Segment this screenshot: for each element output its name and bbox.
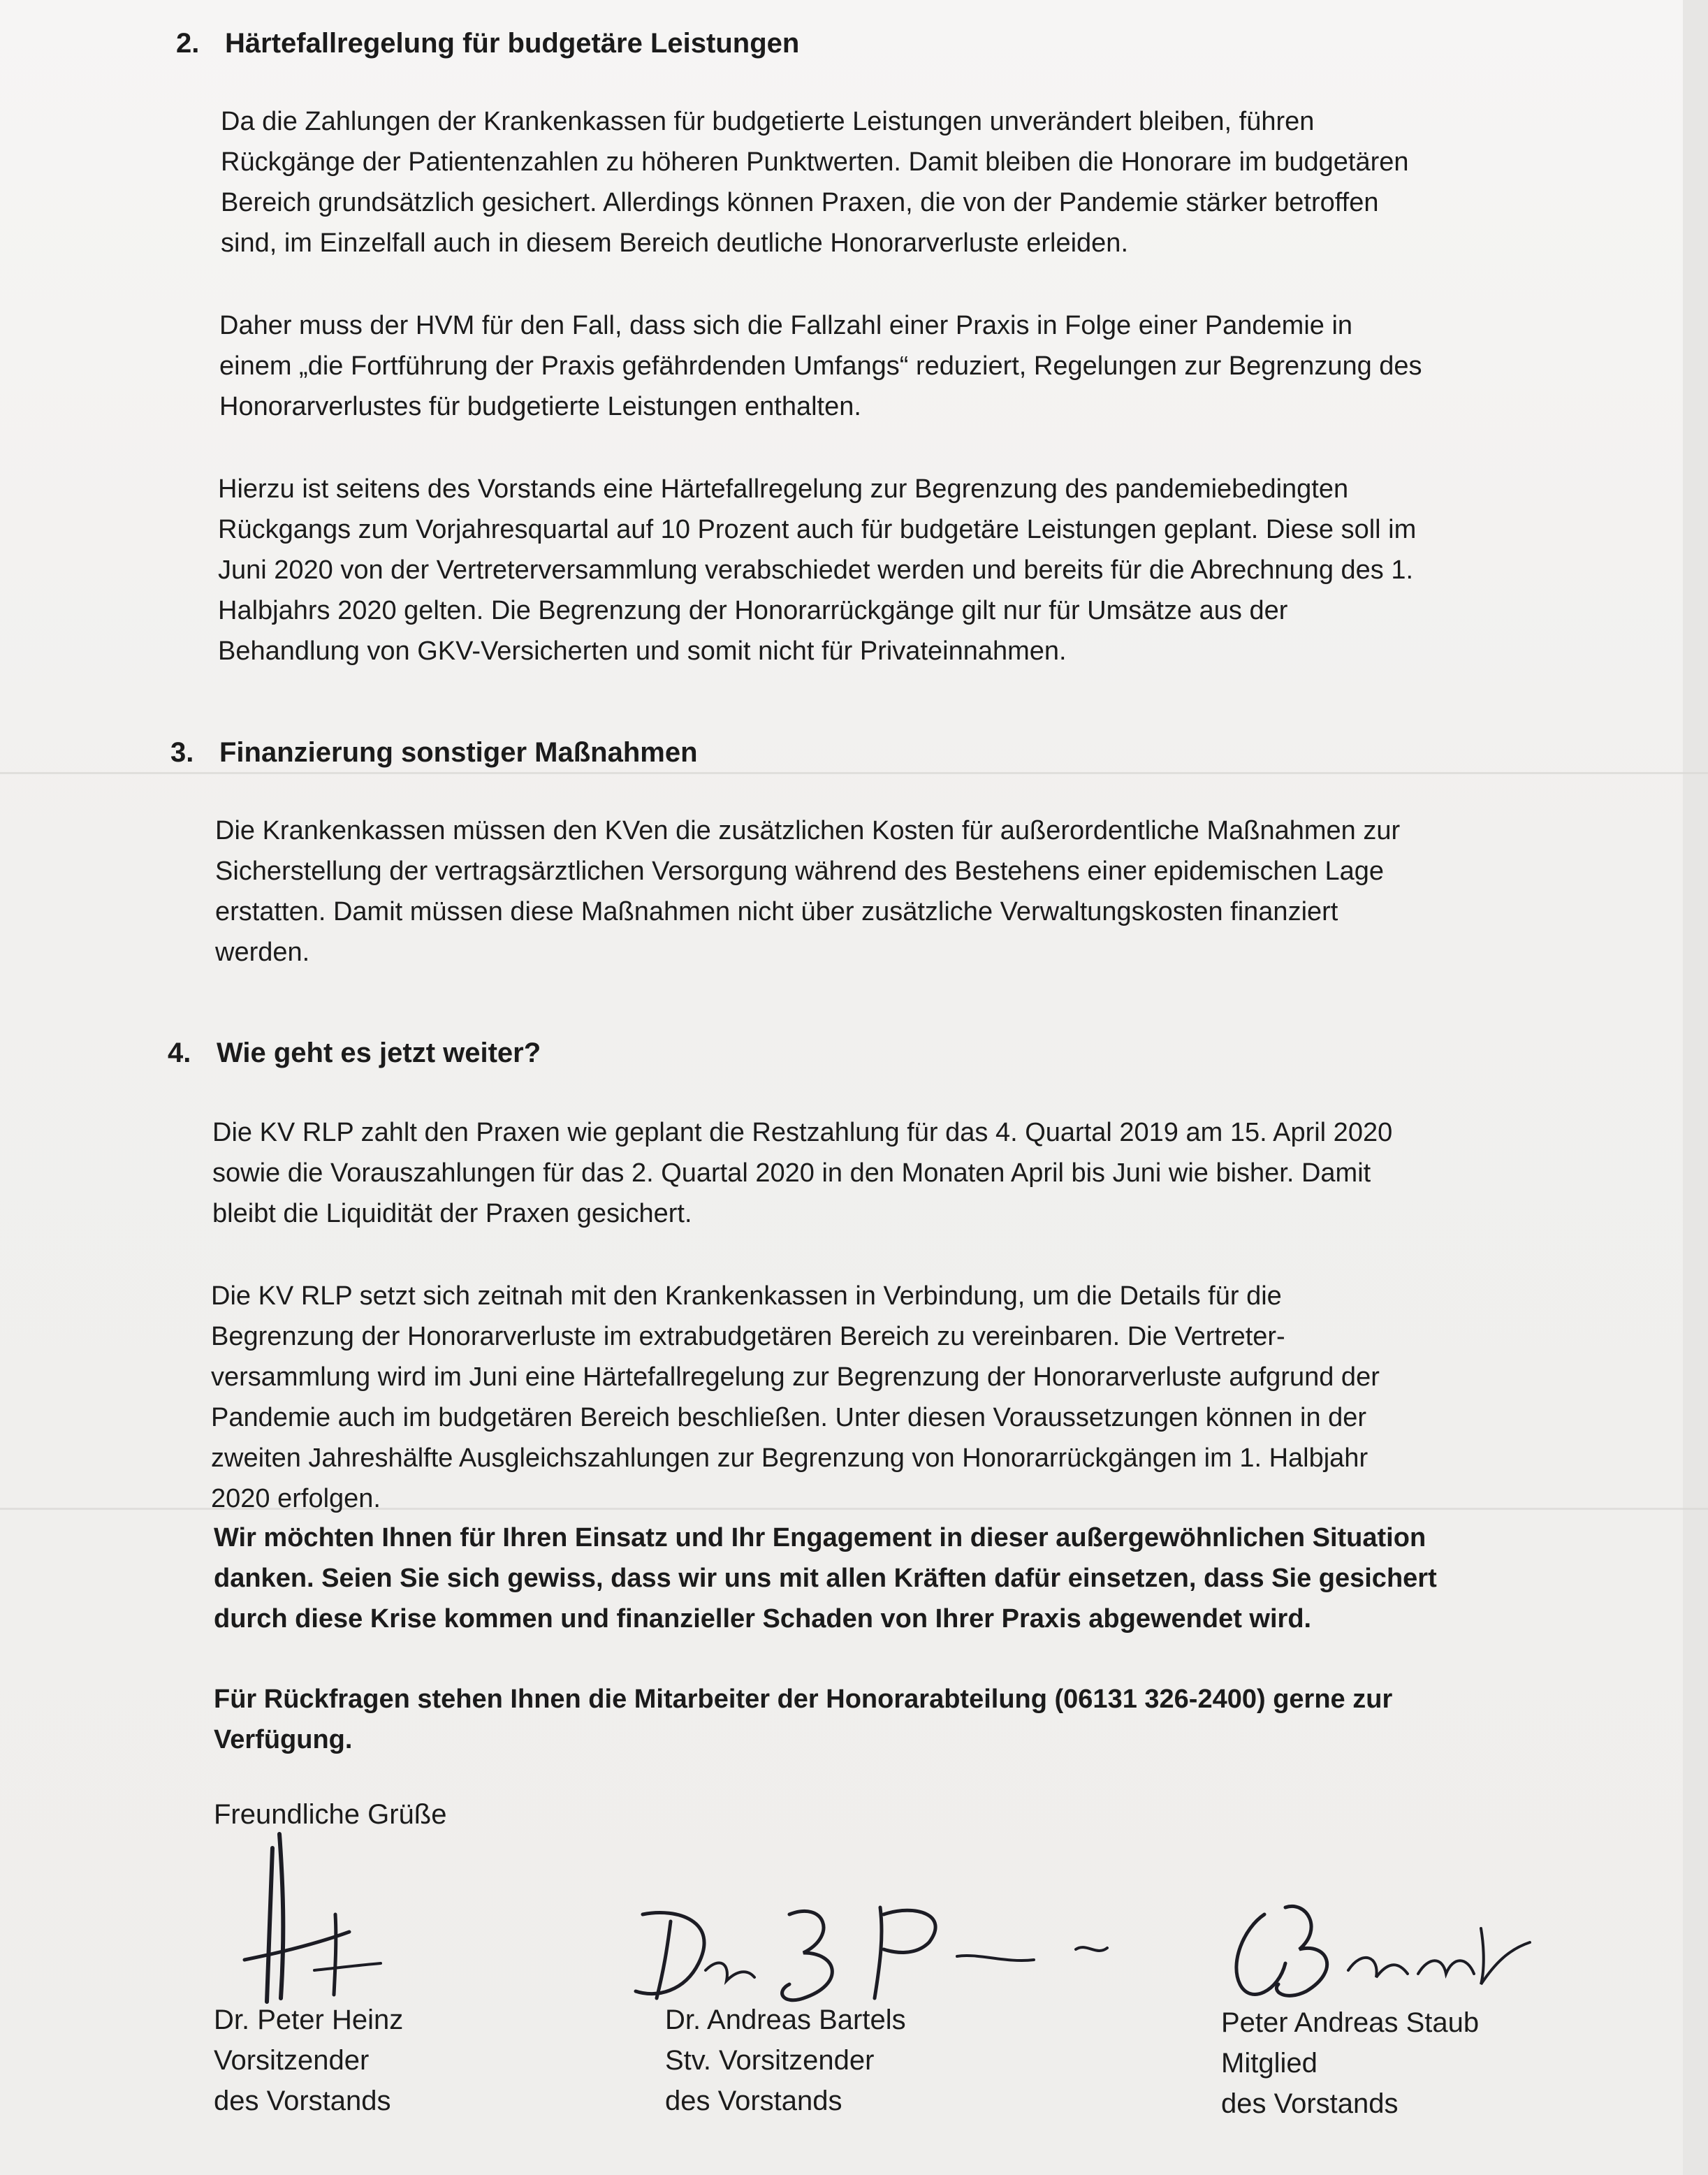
signature-image <box>1202 1886 1551 2019</box>
text-line: Halbjahrs 2020 gelten. Die Begrenzung der Honorarrückgänge gilt nur für Umsätze aus der <box>218 596 1288 625</box>
text-line: Da die Zahlungen der Krankenkassen für budgetierte Leistungen unverändert bleiben, führen <box>221 107 1315 136</box>
text-line: Daher muss der HVM für den Fall, dass sich die Fallzahl einer Praxis in Folge einer Pandemie in <box>219 311 1353 340</box>
paragraph <box>219 305 1422 427</box>
text-line: sowie die Vorauszahlungen für das 2. Quartal 2020 in den Monaten April bis Juni wie bisher. Damit <box>212 1158 1371 1188</box>
section-heading <box>176 28 799 59</box>
text-line: werden. <box>215 938 310 967</box>
paragraph <box>218 469 1416 671</box>
text-line: Rückgänge der Patientenzahlen zu höheren Punktwerten. Damit bleiben die Honorare im budgetären <box>221 147 1409 177</box>
paper-fold-line <box>0 772 1708 774</box>
thanks-paragraph <box>214 1518 1437 1639</box>
section-title: Finanzierung sonstiger Maßnahmen <box>219 737 698 768</box>
signatory-role: Stv. Vorsitzender <box>665 2045 875 2076</box>
signatory-name: Dr. Andreas Bartels <box>665 2005 906 2035</box>
signatory-role: Vorsitzender <box>214 2045 370 2076</box>
text-line: einem „die Fortführung der Praxis gefährdenden Umfangs“ reduziert, Regelungen zur Begrenzung des <box>219 351 1422 381</box>
text-line: Für Rückfragen stehen Ihnen die Mitarbeiter der Honorarabteilung (06131 326-2400) gerne zur <box>214 1685 1393 1714</box>
paragraph <box>212 1112 1392 1234</box>
section-heading <box>168 1038 541 1069</box>
text-line: sind, im Einzelfall auch in diesem Bereich deutliche Honorarverluste erleiden. <box>221 228 1128 258</box>
text-line: Honorarverlustes für budgetierte Leistungen enthalten. <box>219 392 861 421</box>
text-line: zweiten Jahreshälfte Ausgleichszahlungen zur Begrenzung von Honorarrückgängen im 1. Halbjahr <box>211 1443 1368 1473</box>
signatory-name: Peter Andreas Staub <box>1221 2007 1480 2038</box>
contact-paragraph <box>214 1679 1392 1760</box>
signature-image <box>615 1886 1118 2012</box>
section-title: Wie geht es jetzt weiter? <box>217 1038 541 1068</box>
text-line: Die Krankenkassen müssen den KVen die zusätzlichen Kosten für außerordentliche Maßnahmen zur <box>215 816 1401 845</box>
text-line: Die KV RLP zahlt den Praxen wie geplant die Restzahlung für das 4. Quartal 2019 am 15. April 2020 <box>212 1118 1393 1147</box>
text-line: Verfügung. <box>214 1725 353 1754</box>
signatory-org: des Vorstands <box>665 2086 842 2116</box>
text-line: bleibt die Liquidität der Praxen gesichert. <box>212 1199 692 1228</box>
text-line: Hierzu ist seitens des Vorstands eine Härtefallregelung zur Begrenzung des pandemiebedingten <box>218 474 1349 504</box>
paragraph <box>211 1276 1380 1519</box>
signatory-name: Dr. Peter Heinz <box>214 2005 404 2035</box>
signatory-org: des Vorstands <box>1221 2088 1399 2119</box>
signatory-staub <box>1221 2002 1479 2124</box>
text-line: Bereich grundsätzlich gesichert. Allerdings können Praxen, die von der Pandemie stärker betroffen <box>221 188 1379 217</box>
text-line: Sicherstellung der vertragsärztlichen Versorgung während des Bestehens einer epidemischen Lage <box>215 857 1385 886</box>
section-number: 4. <box>168 1038 191 1068</box>
text-line: Rückgangs zum Vorjahresquartal auf 10 Prozent auch für budgetäre Leistungen geplant. Diese soll im <box>218 515 1417 544</box>
signatory-heinz <box>214 2000 403 2121</box>
paragraph <box>221 101 1409 263</box>
closing-greeting: Freundliche Grüße <box>214 1799 447 1830</box>
text-line: Juni 2020 von der Vertreterversammlung verabschiedet werden und bereits für die Abrechnung des 1. <box>218 555 1414 585</box>
section-title: Härtefallregelung für budgetäre Leistungen <box>225 28 800 59</box>
signatory-bartels <box>665 2000 906 2121</box>
section-heading <box>170 737 698 769</box>
text-line: versammlung wird im Juni eine Härtefallregelung zur Begrenzung der Honorarverluste aufgrund der <box>211 1362 1380 1392</box>
signatory-role: Mitglied <box>1221 2048 1318 2079</box>
text-line: Pandemie auch im budgetären Bereich beschließen. Unter diesen Voraussetzungen können in der <box>211 1403 1367 1432</box>
paragraph <box>215 810 1400 973</box>
text-line: Begrenzung der Honorarverluste im extrabudgetären Bereich zu vereinbaren. Die Vertreter- <box>211 1322 1285 1351</box>
text-line: Behandlung von GKV-Versicherten und somit nicht für Privateinnahmen. <box>218 637 1067 666</box>
paper-edge <box>1683 0 1708 2175</box>
text-line: 2020 erfolgen. <box>211 1484 381 1513</box>
text-line: danken. Seien Sie sich gewiss, dass wir uns mit allen Kräften dafür einsetzen, dass Sie gesichert <box>214 1564 1437 1593</box>
section-number: 2. <box>176 28 200 59</box>
signatory-org: des Vorstands <box>214 2086 391 2116</box>
text-line: erstatten. Damit müssen diese Maßnahmen nicht über zusätzliche Verwaltungskosten finanziert <box>215 897 1338 926</box>
text-line: Die KV RLP setzt sich zeitnah mit den Krankenkassen in Verbindung, um die Details für die <box>211 1281 1282 1311</box>
section-number: 3. <box>170 737 194 768</box>
text-line: Wir möchten Ihnen für Ihren Einsatz und Ihr Engagement in dieser außergewöhnlichen Situation <box>214 1523 1426 1552</box>
text-line: durch diese Krise kommen und finanzieller Schaden von Ihrer Praxis abgewendet wird. <box>214 1604 1312 1634</box>
signature-image <box>231 1820 412 2009</box>
